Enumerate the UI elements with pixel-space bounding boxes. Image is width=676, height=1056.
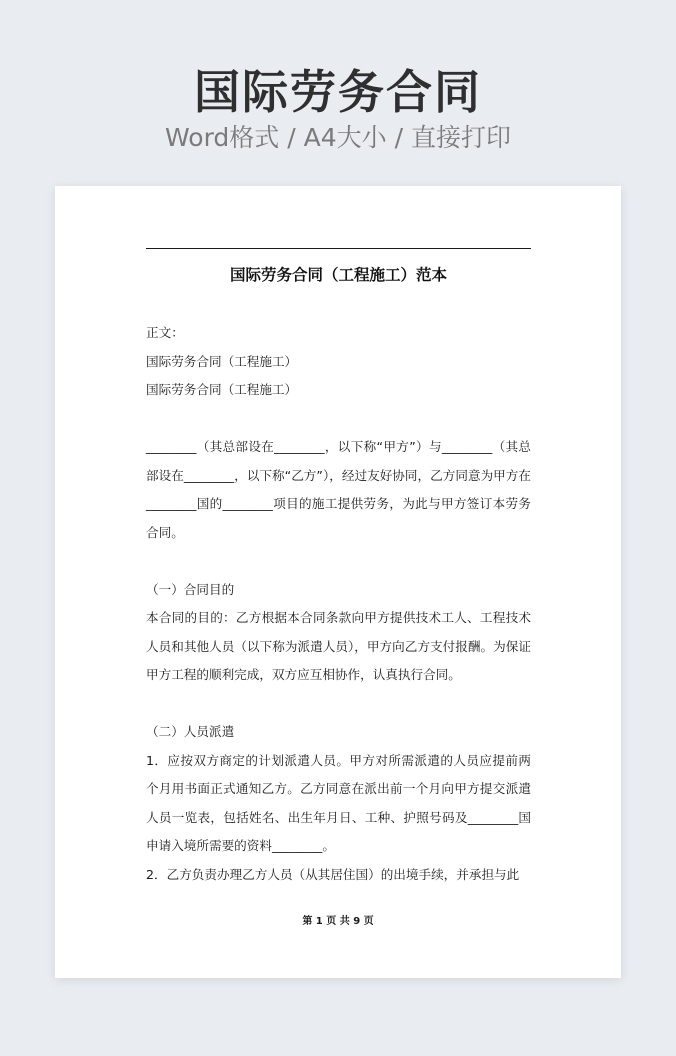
body-line: 国际劳务合同（工程施工） — [146, 353, 298, 369]
paragraph-gap — [146, 547, 531, 576]
banner-subtitle: Word格式 / A4大小 / 直接打印 — [165, 123, 511, 152]
paragraph-gap — [146, 690, 531, 719]
document-body — [146, 319, 531, 889]
body-line: 正文： — [146, 325, 184, 340]
section-heading: （一）合同目的 — [146, 581, 235, 597]
banner-title: 国际劳务合同 — [194, 65, 482, 119]
body-line: 国际劳务合同（工程施工） — [146, 382, 298, 397]
document-title: 国际劳务合同（工程施工）范本 — [229, 266, 447, 284]
section-item: 1．应按双方商定的计划派遣人员。甲方对所需派遣的人员应提前两个月用书面正式通知乙方。乙方同意在派出前一个月向甲方提交派遣人员一览表，包括姓名、出生年月日、工种、护照号码及________国申请入境所需要的资料________。 — [146, 752, 531, 853]
intro-paragraph: ________（其总部设在________，以下称“甲方”）与________（其总部设在________，以下称“乙方”），经过友好协同，乙方同意为甲方在________国的________项目的施工提供劳务，为此与甲方签订本劳务合同。 — [146, 439, 531, 540]
section-paragraph: 本合同的目的：乙方根据本合同条款向甲方提供技术工人、工程技术人员和其他人员（以下称为派遣人员），甲方向乙方支付报酬。为保证甲方工程的顺利完成，双方应互相协作，认真执行合同。 — [146, 610, 531, 682]
paragraph-gap — [146, 405, 531, 434]
section-heading: （二）人员派遣 — [146, 724, 235, 739]
document-page — [55, 186, 621, 978]
page-number: 第 1 页 共 9 页 — [302, 916, 374, 927]
header-rule — [146, 248, 531, 249]
section-item: 2．乙方负责办理乙方人员（从其居住国）的出境手续，并承担与此 — [146, 866, 520, 882]
